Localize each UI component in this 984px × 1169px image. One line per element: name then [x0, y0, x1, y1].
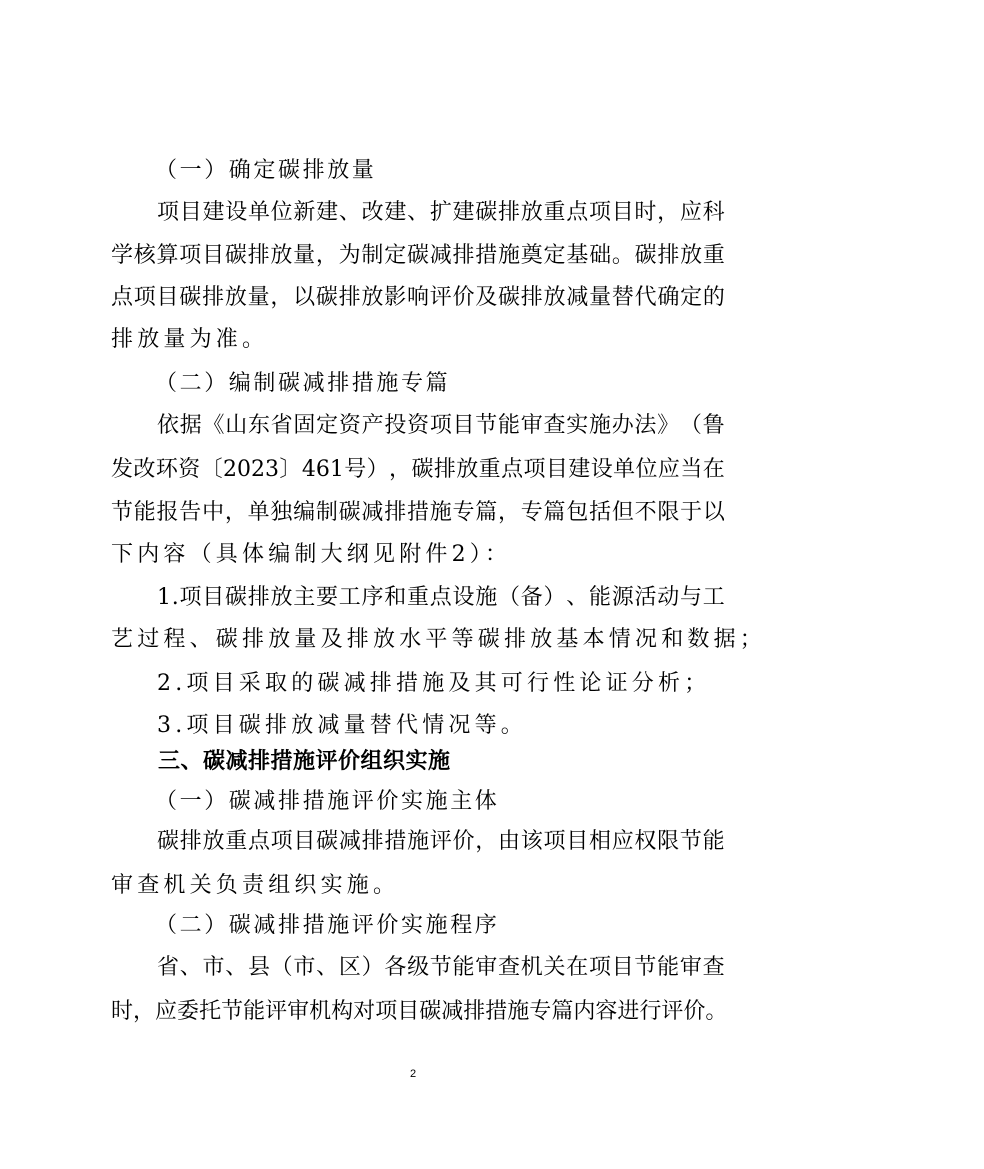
paragraph-line: 排放量为准。 — [111, 327, 269, 352]
paragraph-line: 碳 排 放 重 点 项 目 碳 减 排 措 施 评 价 ， 由 该 项 目 相 应 权 限 节 能 — [157, 829, 725, 854]
subsection-heading: （二）编制碳减排措施专篇 — [155, 371, 451, 396]
paragraph-line: 节 能 报 告 中 ， 单 独 编 制 碳 减 排 措 施 专 篇 ， 专 篇 包 括 但 不 限 于 以 — [111, 500, 725, 525]
paragraph-line: 2.项目采取的碳减排措施及其可行性论证分析； — [157, 671, 711, 696]
paragraph-line: 1 . 项 目 碳 排 放 主 要 工 序 和 重 点 设 施 （ 备 ） 、 能 源 活 动 与 工 — [157, 585, 725, 610]
section-heading: 三、碳减排措施评价组织实施 — [158, 749, 451, 774]
paragraph-line: 省 、 市 、 县 （ 市 、 区 ） 各 级 节 能 审 查 机 关 在 项 目 节 能 审 查 — [157, 955, 725, 980]
page-number: 2 — [409, 1068, 417, 1080]
paragraph-line: 下内容（具体编制大纲见附件2）： — [111, 542, 512, 567]
paragraph-line: 艺过程、碳排放量及排放水平等碳排放基本情况和数据； — [111, 627, 767, 652]
paragraph-line: 发 改 环 资 〔 2023 〕 461 号 ） ， 碳 排 放 重 点 项 目 建 设 单 位 应 当 在 — [111, 457, 725, 482]
subsection-heading: （二）碳减排措施评价实施程序 — [155, 913, 500, 938]
paragraph-line: 点 项 目 碳 排 放 量 ， 以 碳 排 放 影 响 评 价 及 碳 排 放 减 量 替 代 确 定 的 — [111, 285, 725, 310]
paragraph-line: 项 目 建 设 单 位 新 建 、 改 建 、 扩 建 碳 排 放 重 点 项 目 时 ， 应 科 — [157, 200, 725, 225]
paragraph-line: 3.项目碳排放减量替代情况等。 — [157, 713, 527, 738]
paragraph-line: 时 ， 应 委 托 节 能 评 审 机 构 对 项 目 碳 减 排 措 施 专 篇 内 容 进 行 评 价 。 — [111, 999, 728, 1024]
paragraph-line: 依 据 《 山 东 省 固 定 资 产 投 资 项 目 节 能 审 查 实 施 办 法 》 （ 鲁 — [157, 413, 725, 438]
paragraph-line: 审查机关负责组织实施。 — [111, 873, 400, 898]
paragraph-line: 学 核 算 项 目 碳 排 放 量 ， 为 制 定 碳 减 排 措 施 奠 定 基 础 。 碳 排 放 重 — [111, 243, 725, 268]
subsection-heading: （一）确定碳排放量 — [155, 158, 377, 183]
subsection-heading: （一）碳减排措施评价实施主体 — [155, 789, 500, 814]
